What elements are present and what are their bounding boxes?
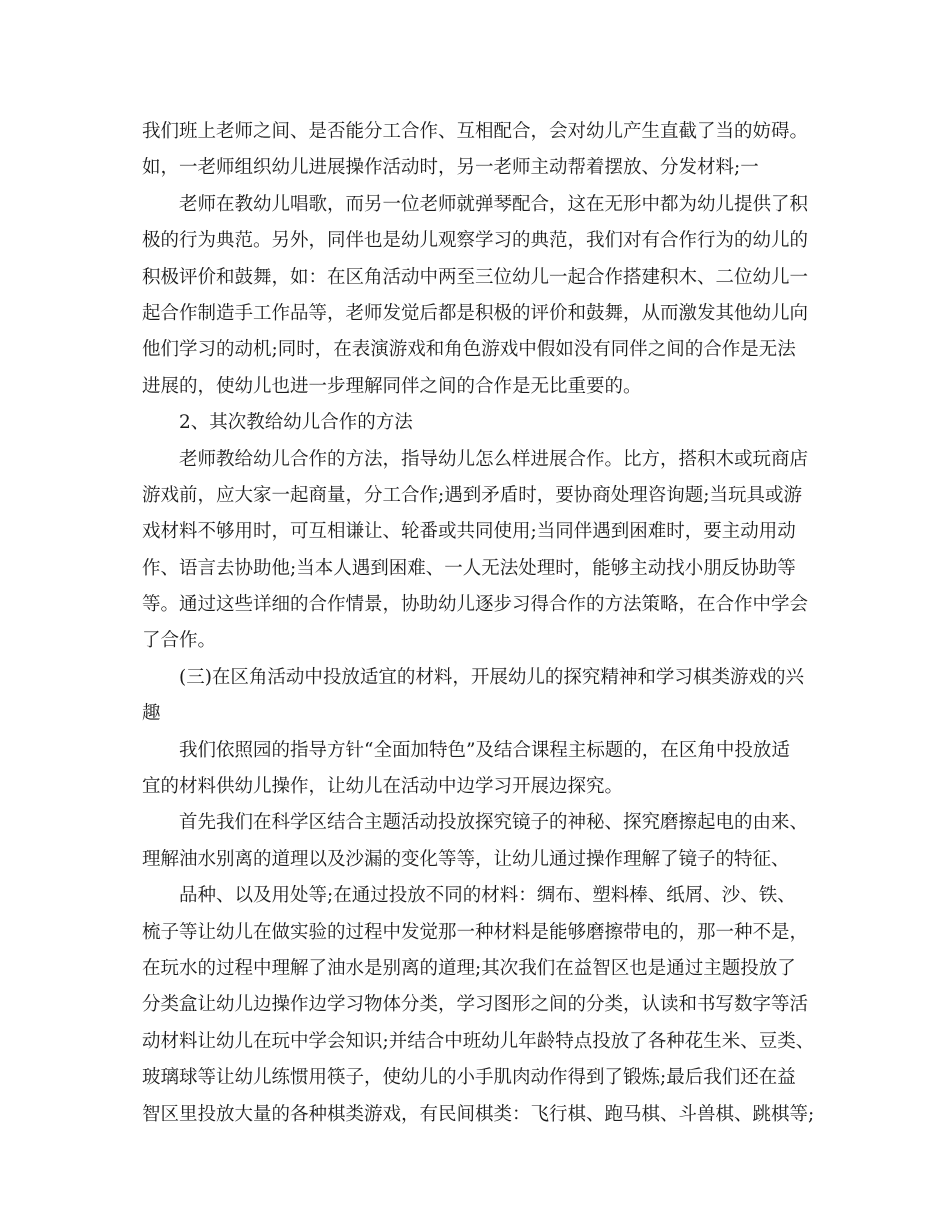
text-line: 首先我们在科学区结合主题活动投放探究镜子的神秘、探究磨擦起电的由来、 (179, 812, 809, 834)
text-line: 梳子等让幼儿在做实验的过程中发觉那一种材料是能够磨擦带电的，那一种不是， (142, 921, 809, 943)
text-line: 我们班上老师之间、是否能分工合作、互相配合，会对幼儿产生直截了当的妨碍。 (142, 121, 809, 142)
text-line: 起合作制造手工作品等，老师发觉后都是积极的评价和鼓舞，从而激发其他幼儿向 (142, 302, 809, 324)
text-line: 动材料让幼儿在玩中学会知识;并结合中班幼儿年龄特点投放了各种花生米、豆类、 (142, 1030, 815, 1052)
text-line: 分类盒让幼儿边操作边学习物体分类，学习图形之间的分类，认读和书写数字等活 (142, 994, 809, 1016)
text-line: 品种、以及用处等;在通过投放不同的材料：绸布、塑料棒、纸屑、沙、铁、 (179, 885, 796, 907)
text-line: 积极评价和鼓舞，如：在区角活动中两至三位幼儿一起合作搭建积木、二位幼儿一 (142, 266, 809, 288)
document-body (142, 114, 832, 1133)
text-line: 玻璃球等让幼儿练惯用筷子，使幼儿的小手肌肉动作得到了锻炼;最后我们还在益 (142, 1067, 796, 1089)
text-line: 作、语言去协助他;当本人遇到困难、一人无法处理时，能够主动找小朋反协助等 (142, 557, 796, 579)
text-line: 2、其次教给幼儿合作的方法 (179, 412, 413, 434)
text-line: (三)在区角活动中投放适宜的材料，开展幼儿的探究精神和学习棋类游戏的兴 (179, 666, 804, 688)
text-line: 老师在教幼儿唱歌，而另一位老师就弹琴配合，这在无形中都为幼儿提供了积 (179, 193, 809, 215)
text-line: 智区里投放大量的各种棋类游戏，有民间棋类：飞行棋、跑马棋、斗兽棋、跳棋等; (142, 1103, 815, 1125)
text-line: 我们依照园的指导方针“全面加特色”及结合课程主标题的，在区角中投放适 (179, 739, 790, 761)
text-line: 宜的材料供幼儿操作，让幼儿在活动中边学习开展边探究。 (142, 776, 624, 798)
text-line: 进展的，使幼儿也进一步理解同伴之间的合作是无比重要的。 (142, 375, 642, 397)
text-line: 等。通过这些详细的合作情景，协助幼儿逐步习得合作的方法策略，在合作中学会 (142, 594, 809, 616)
text-line: 游戏前，应大家一起商量，分工合作;遇到矛盾时，要协商处理咨询题;当玩具或游 (142, 484, 802, 506)
text-line: 极的行为典范。另外，同伴也是幼儿观察学习的典范，我们对有合作行为的幼儿的 (142, 230, 809, 252)
text-line: 了合作。 (142, 630, 217, 652)
text-line: 理解油水别离的道理以及沙漏的变化等等，让幼儿通过操作理解了镜子的特征、 (142, 848, 790, 870)
text-line: 他们学习的动机;同时，在表演游戏和角色游戏中假如没有同伴之间的合作是无法 (142, 339, 796, 361)
text-line: 如，一老师组织幼儿进展操作活动时，另一老师主动帮着摆放、分发材料;一 (142, 157, 759, 179)
text-line: 趣 (142, 703, 161, 725)
text-line: 老师教给幼儿合作的方法，指导幼儿怎么样进展合作。比方，搭积木或玩商店 (179, 448, 809, 470)
text-line: 戏材料不够用时，可互相谦让、轮番或共同使用;当同伴遇到困难时，要主动用动 (142, 521, 796, 543)
text-line: 在玩水的过程中理解了油水是别离的道理;其次我们在益智区也是通过主题投放了 (142, 957, 796, 979)
